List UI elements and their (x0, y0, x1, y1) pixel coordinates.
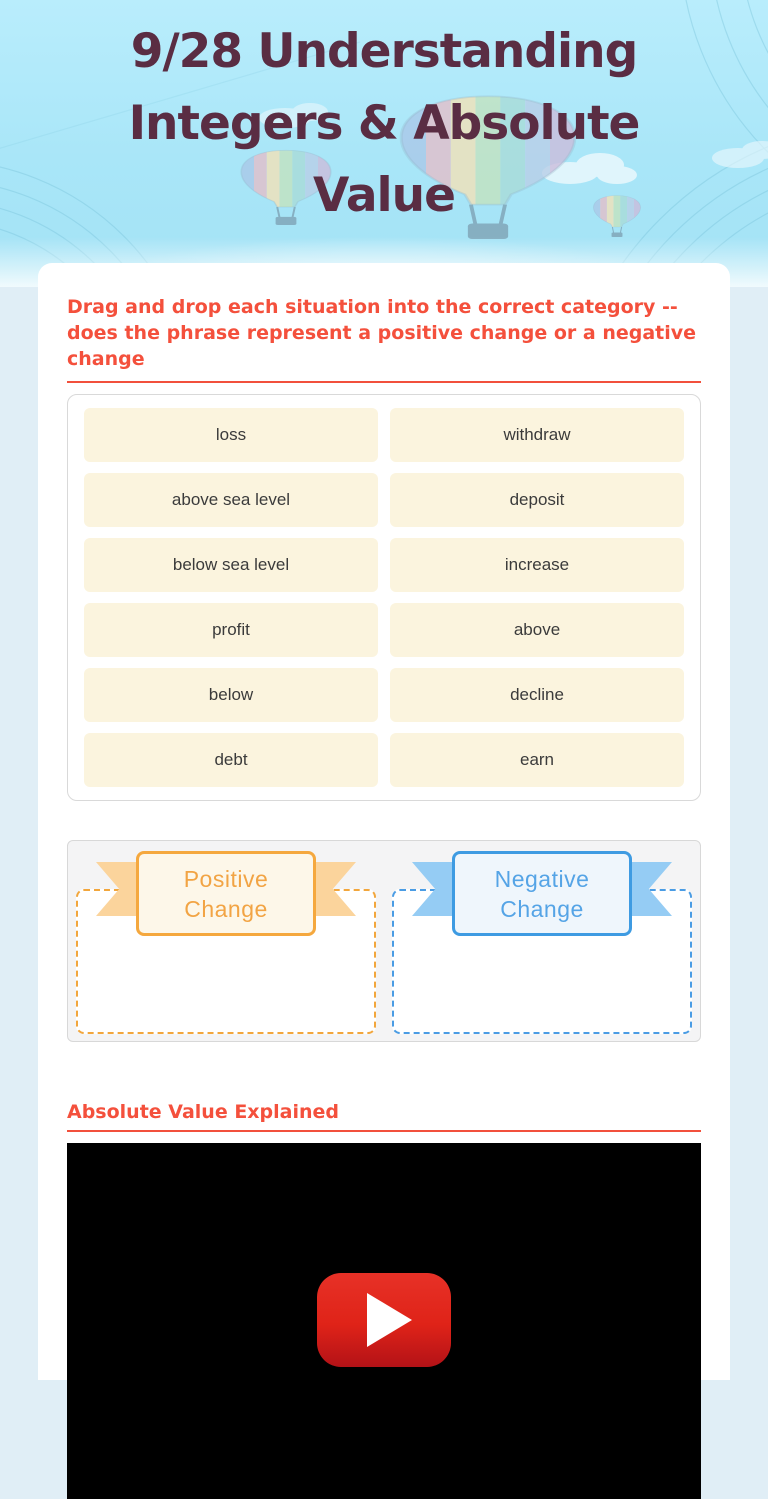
negative-change-label-text: Negative Change (494, 865, 590, 922)
drag-tile[interactable]: withdraw (390, 408, 684, 462)
video-section-heading: Absolute Value Explained (67, 1102, 701, 1132)
positive-change-label-text: Positive Change (183, 865, 269, 922)
drag-tile[interactable]: deposit (390, 473, 684, 527)
ribbon-wing-icon (96, 862, 136, 916)
question-instruction: Drag and drop each situation into the correct category -- does the phrase represent a positive change or a negative change (67, 294, 701, 383)
page-title: 9/28 Understanding Integers & Absolute Value (128, 24, 640, 223)
drag-tile[interactable]: decline (390, 668, 684, 722)
ribbon-wing-icon (632, 862, 672, 916)
negative-change-zone (390, 847, 694, 1035)
drag-tile[interactable]: below (84, 668, 378, 722)
header-banner (0, 0, 768, 287)
drag-tile[interactable]: debt (84, 733, 378, 787)
drop-zones-panel (67, 840, 701, 1042)
ribbon-wing-icon (412, 862, 452, 916)
youtube-play-button[interactable] (317, 1273, 451, 1367)
drag-tile[interactable]: earn (390, 733, 684, 787)
youtube-video[interactable] (67, 1143, 701, 1499)
drag-tile[interactable]: increase (390, 538, 684, 592)
ribbon-wing-icon (316, 862, 356, 916)
drag-tile[interactable]: loss (84, 408, 378, 462)
drag-tile[interactable]: above (390, 603, 684, 657)
positive-change-zone (74, 847, 378, 1035)
positive-change-label (136, 851, 316, 936)
tile-bank (67, 394, 701, 801)
worksheet-card (38, 263, 730, 1380)
drag-tile[interactable]: below sea level (84, 538, 378, 592)
negative-change-label (452, 851, 632, 936)
play-icon (367, 1293, 412, 1347)
drag-tile[interactable]: profit (84, 603, 378, 657)
drag-tile[interactable]: above sea level (84, 473, 378, 527)
positive-change-ribbon (96, 851, 356, 936)
negative-change-ribbon (412, 851, 672, 936)
